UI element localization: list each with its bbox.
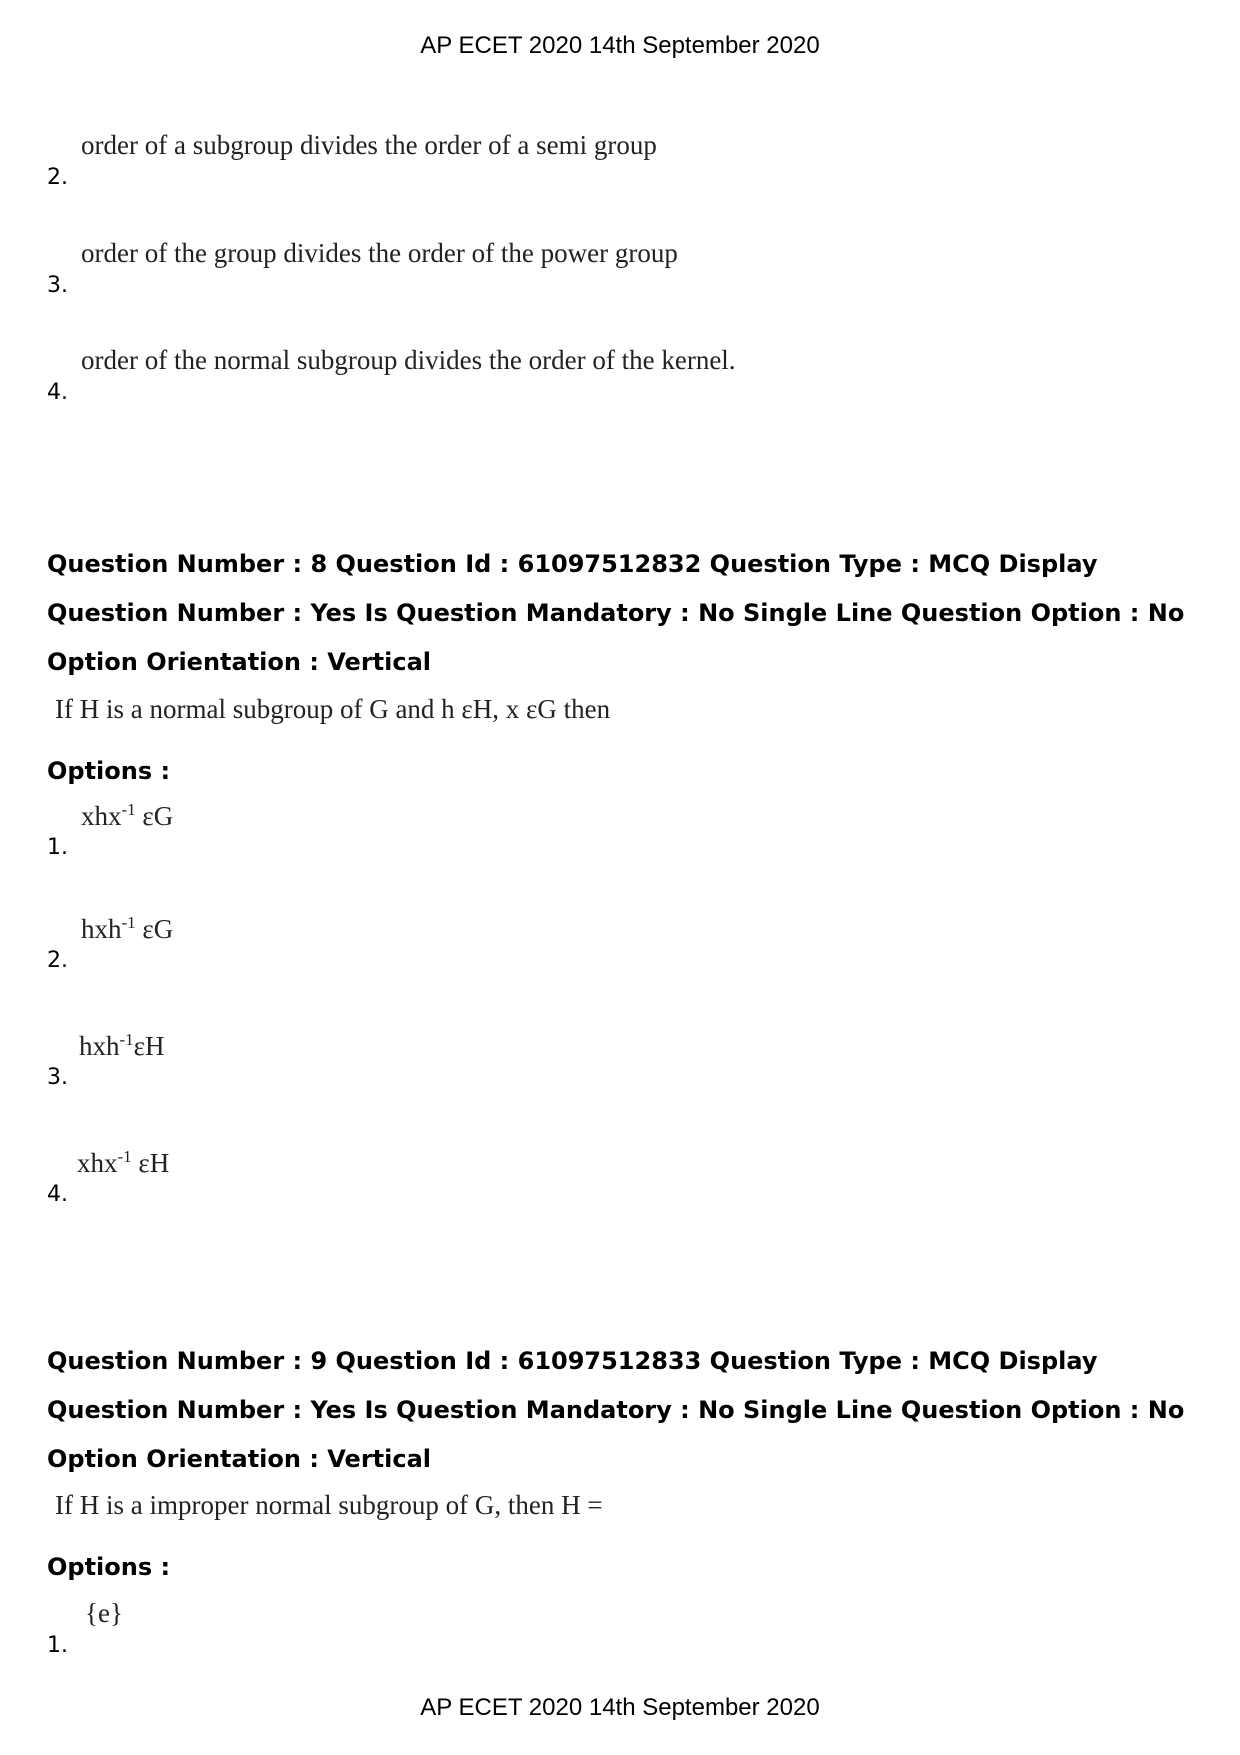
option-text: {e}: [85, 1598, 123, 1628]
option-number: 4.: [47, 380, 68, 405]
question-9-options-label: Options :: [47, 1553, 171, 1581]
page-header: AP ECET 2020 14th September 2020: [420, 32, 820, 59]
option-text: hxh$^{-1}$ εG: [81, 913, 174, 944]
question-9-text: If H is a improper normal subgroup of G, then H =: [55, 1490, 603, 1520]
option-text: xhx$^{-1}$ εG: [81, 800, 174, 831]
option-text: hxh$^{-1}$εH: [79, 1030, 165, 1061]
option-text: xhx$^{-1}$ εH: [77, 1147, 170, 1178]
option-number: 2.: [47, 165, 68, 190]
question-9-meta: Question Number : 9 Question Id : 61097512833 Question Type : MCQ Display Question Number : Yes Is Question Mandatory : No Single Line Question Option : No Option Orientation : Vertical: [47, 1347, 1185, 1473]
option-number: 1.: [47, 1633, 68, 1658]
option-number: 3.: [47, 1065, 68, 1090]
option-text: order of the group divides the order of the power group: [81, 238, 678, 268]
option-number: 3.: [47, 273, 68, 298]
option-number: 2.: [47, 948, 68, 973]
option-number: 4.: [47, 1182, 68, 1207]
option-text: order of a subgroup divides the order of a semi group: [81, 130, 657, 160]
question-8-meta: Question Number : 8 Question Id : 61097512832 Question Type : MCQ Display Question Number : Yes Is Question Mandatory : No Single Line Question Option : No Option Orientation : Vertical: [47, 550, 1185, 676]
option-text: order of the normal subgroup divides the order of the kernel.: [81, 345, 736, 375]
option-number: 1.: [47, 835, 68, 860]
page-footer: AP ECET 2020 14th September 2020: [420, 1694, 820, 1721]
question-8-options-label: Options :: [47, 757, 171, 785]
question-8-text: If H is a normal subgroup of G and h εH, x εG then: [55, 694, 611, 724]
